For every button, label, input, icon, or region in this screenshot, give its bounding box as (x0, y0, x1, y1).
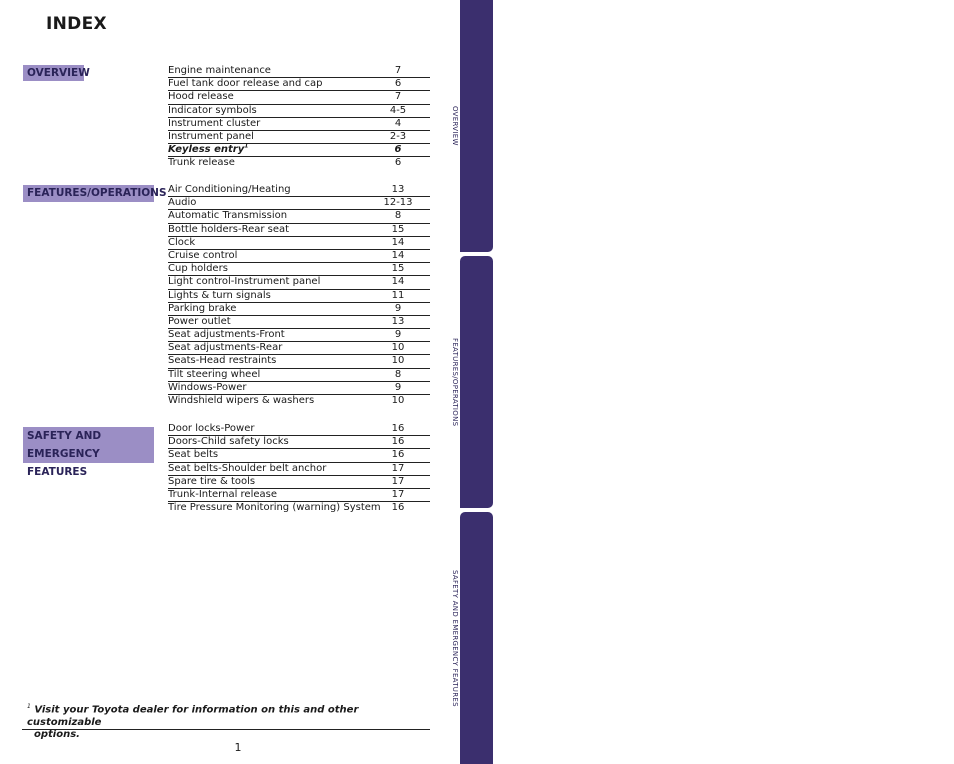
index-row (168, 489, 430, 502)
index-entry-page: 7 (394, 65, 402, 76)
index-row (168, 105, 430, 118)
index-entry-page: 8 (394, 210, 402, 222)
index-entry-text: Cup holders (168, 263, 228, 275)
index-entry-text: Keyless entry (168, 144, 245, 156)
index-entry-page: 13 (391, 315, 405, 327)
index-entry-name (168, 65, 271, 78)
index-entry-name (168, 423, 254, 436)
index-entry-name (168, 303, 236, 316)
index-entry-text: Spare tire & tools (168, 475, 256, 487)
index-entry-page: 15 (391, 223, 405, 235)
index-entry-name (168, 342, 282, 355)
index-row (168, 78, 430, 91)
index-row (168, 355, 430, 368)
index-entry-page: 14 (391, 249, 405, 261)
index-entry-name (168, 369, 260, 382)
side-label-overview-text: OVERVIEW (451, 106, 459, 146)
page-title: INDEX (46, 14, 107, 34)
index-entry-name (168, 237, 195, 250)
index-entry-text: Cruise control (168, 249, 238, 261)
tab-safety[interactable] (460, 512, 493, 764)
index-row (168, 91, 430, 104)
index-entry-page: 9 (394, 329, 402, 341)
index-entry-page: 15 (391, 263, 405, 275)
index-entry-text: Air Conditioning/Heating (168, 184, 291, 195)
index-entry-name (168, 224, 289, 237)
index-entry-text: Bottle holders-Rear seat (168, 223, 290, 235)
footer-rule (22, 729, 430, 730)
safety-label-line1: SAFETY AND (27, 430, 102, 442)
footnote (27, 701, 427, 742)
index-row (168, 476, 430, 489)
index-entry-name (168, 489, 277, 502)
index-row (168, 382, 430, 395)
index-entry-text: Audio (168, 197, 197, 209)
index-row (168, 237, 430, 250)
index-entry-page: 6 (394, 78, 402, 90)
index-entry-page: 4-5 (389, 104, 407, 116)
index-entry-page: 13 (391, 184, 405, 195)
index-entry-text: Instrument cluster (168, 117, 261, 129)
side-label-features-text: FEATURES/OPERATIONS (451, 337, 459, 427)
index-entry-name (168, 436, 289, 449)
index-entry-name (168, 197, 196, 210)
index-entry-page: 16 (391, 449, 405, 461)
index-entry-text: Fuel tank door release and cap (168, 78, 323, 90)
index-row (168, 144, 430, 157)
index-entry-name (168, 210, 287, 223)
index-entry-text: Seat adjustments-Front (168, 329, 285, 341)
index-entry-page: 16 (391, 423, 405, 434)
index-row (168, 250, 430, 263)
index-row (168, 131, 430, 144)
index-entry-name (168, 263, 228, 276)
index-row (168, 184, 430, 197)
index-entry-page: 17 (391, 488, 405, 500)
footnote-mark: 1 (244, 142, 249, 150)
index-entry-name (168, 382, 246, 395)
overview-label: OVERVIEW (23, 65, 84, 81)
safety-label-line2: EMERGENCY FEATURES (27, 448, 100, 478)
index-entry-text: Windows-Power (168, 381, 247, 393)
index-entry-page: 10 (391, 342, 405, 354)
index-row (168, 263, 430, 276)
index-entry-name (168, 144, 248, 157)
index-entry-name (168, 290, 271, 303)
index-entry-text: Seats-Head restraints (168, 355, 277, 367)
index-entry-page: 6 (394, 157, 402, 169)
index-entry-name (168, 276, 320, 289)
index-entry-text: Lights & turn signals (168, 289, 271, 301)
index-row (168, 436, 430, 449)
index-entry-page: 9 (394, 302, 402, 314)
overview-list (168, 65, 430, 171)
safety-list (168, 423, 430, 515)
index-entry-name (168, 502, 381, 515)
index-entry-page: 17 (391, 475, 405, 487)
index-entry-page: 14 (391, 276, 405, 288)
index-entry-page: 10 (391, 355, 405, 367)
footnote-mark: 1 (27, 703, 31, 710)
index-entry-name (168, 355, 276, 368)
index-entry-text: Trunk-Internal release (168, 488, 278, 500)
index-entry-name (168, 78, 323, 91)
index-row (168, 329, 430, 342)
index-entry-name (168, 105, 257, 118)
index-entry-page: 16 (391, 502, 405, 514)
index-entry-page: 17 (391, 462, 405, 474)
index-entry-text: Door locks-Power (168, 423, 255, 434)
index-entry-text: Windshield wipers & washers (168, 395, 315, 406)
index-row (168, 449, 430, 462)
index-entry-text: Tire Pressure Monitoring (warning) System (168, 502, 381, 514)
index-row (168, 395, 430, 408)
index-row (168, 65, 430, 78)
index-entry-page: 12-13 (383, 197, 413, 209)
index-entry-name (168, 91, 234, 104)
index-entry-name (168, 329, 285, 342)
index-row (168, 224, 430, 237)
index-entry-text: Power outlet (168, 315, 231, 327)
index-entry-text: Trunk release (168, 157, 235, 169)
index-entry-name (168, 184, 291, 197)
index-entry-page: 10 (391, 395, 405, 406)
index-row (168, 290, 430, 303)
index-entry-page: 9 (394, 381, 402, 393)
features-list (168, 184, 430, 408)
index-entry-page: 11 (391, 289, 405, 301)
index-entry-text: Instrument panel (168, 130, 254, 142)
index-row (168, 463, 430, 476)
index-entry-text: Light control-Instrument panel (168, 276, 321, 288)
index-entry-text: Indicator symbols (168, 104, 257, 116)
index-entry-name (168, 476, 255, 489)
index-entry-text: Engine maintenance (168, 65, 271, 76)
side-label-safety-text: SAFETY AND EMERGENCY FEATURES (451, 569, 459, 707)
footnote-line1: Visit your Toyota dealer for information on this and other customizable (27, 704, 359, 728)
index-row (168, 210, 430, 223)
index-entry-name (168, 463, 326, 476)
index-entry-text: Clock (168, 236, 196, 248)
index-entry-name (168, 250, 237, 263)
footnote-line2: options. (34, 729, 80, 741)
index-entry-text: Hood release (168, 91, 234, 103)
index-row (168, 276, 430, 289)
index-entry-name (168, 157, 235, 170)
index-entry-text: Seat belts-Shoulder belt anchor (168, 462, 327, 474)
index-entry-name (168, 395, 314, 408)
index-entry-name (168, 316, 231, 329)
index-entry-page: 14 (391, 236, 405, 248)
index-row (168, 342, 430, 355)
index-entry-page: 16 (391, 436, 405, 448)
index-entry-text: Seat belts (168, 449, 219, 461)
page-number: 1 (234, 741, 242, 754)
index-entry-page: 7 (394, 91, 402, 103)
features-label: FEATURES/OPERATIONS (23, 185, 154, 202)
index-row (168, 157, 430, 170)
index-row (168, 502, 430, 515)
index-row (168, 303, 430, 316)
index-entry-text: Doors-Child safety locks (168, 436, 289, 448)
index-entry-text: Automatic Transmission (168, 210, 288, 222)
index-row (168, 197, 430, 210)
index-entry-page: 4 (394, 117, 402, 129)
tab-overview[interactable] (460, 0, 493, 252)
index-entry-page: 8 (394, 368, 402, 380)
index-entry-text: Seat adjustments-Rear (168, 342, 283, 354)
index-row (168, 369, 430, 382)
index-entry-text: Tilt steering wheel (168, 368, 261, 380)
index-row (168, 118, 430, 131)
safety-label (23, 427, 154, 478)
index-entry-text: Parking brake (168, 302, 237, 314)
index-row (168, 423, 430, 436)
index-entry-name (168, 131, 254, 144)
index-row (168, 316, 430, 329)
index-entry-page: 6 (394, 144, 402, 156)
index-entry-name (168, 449, 218, 462)
index-entry-name (168, 118, 260, 131)
index-entry-page: 2-3 (389, 130, 407, 142)
tab-features[interactable] (460, 256, 493, 508)
